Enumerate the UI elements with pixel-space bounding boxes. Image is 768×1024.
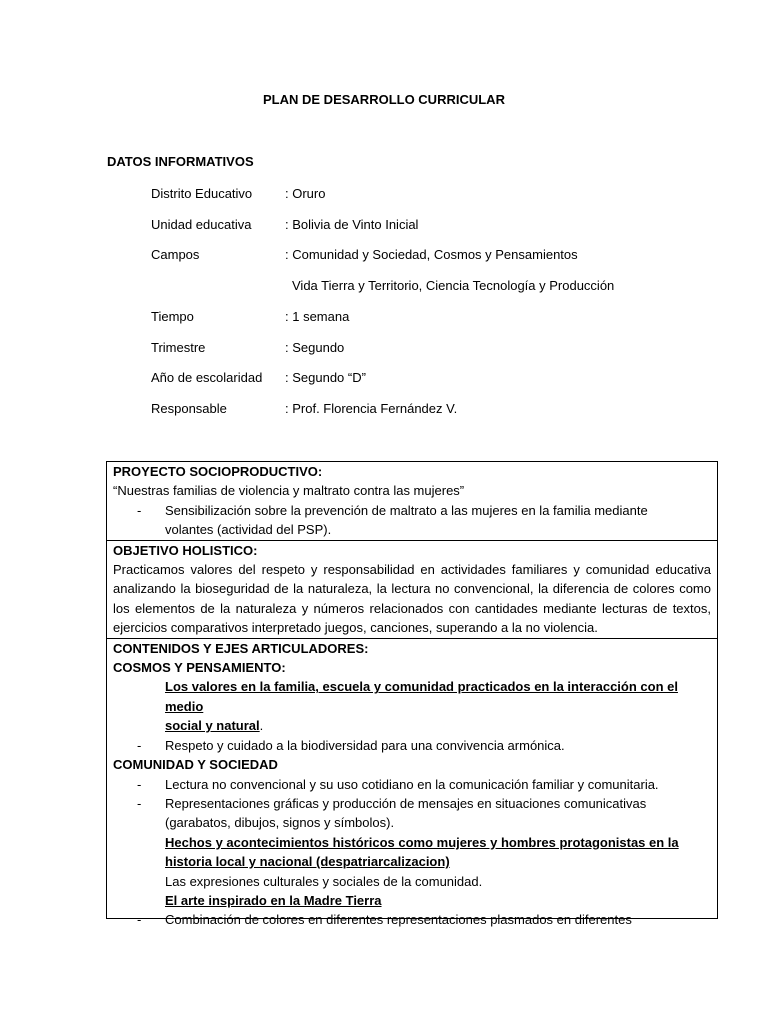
info-value: : Prof. Florencia Fernández V.	[285, 401, 458, 416]
contenidos-cell	[107, 639, 717, 930]
comunidad-item: Lectura no convencional y su uso cotidiano en la comunicación familiar y comunitaria.	[165, 776, 659, 792]
datos-heading: DATOS INFORMATIVOS	[107, 154, 254, 169]
cosmos-item: Respeto y cuidado a la biodiversidad para una convivencia armónica.	[165, 737, 565, 753]
hechos-topic-line: Hechos y acontecimientos históricos como mujeres y hombres protagonistas en la	[165, 834, 679, 850]
list-item	[113, 501, 711, 540]
bullet-dash: -	[137, 912, 142, 928]
proyecto-name: “Nuestras familias de violencia y maltrato contra las mujeres”	[113, 483, 465, 499]
hechos-topic-line: historia local y nacional (despatriarcalizacion)	[165, 854, 450, 870]
cosmos-topic-period: .	[259, 718, 264, 734]
info-label: Tiempo	[151, 309, 194, 324]
proyecto-item-line: volantes (actividad del PSP).	[165, 522, 332, 538]
info-label: Responsable	[151, 401, 227, 416]
list-item	[113, 775, 711, 794]
list-item	[113, 910, 711, 929]
bullet-dash: -	[137, 502, 142, 518]
bullet-dash: -	[137, 776, 142, 792]
objetivo-heading: OBJETIVO HOLISTICO:	[113, 542, 258, 558]
info-label: Distrito Educativo	[151, 186, 253, 201]
info-label: Año de escolaridad	[151, 370, 263, 385]
comunidad-item-line: (garabatos, dibujos, signos y símbolos).	[165, 815, 395, 831]
objetivo-text: Practicamos valores del respeto y responsabilidad en actividades familiares y comunidad educativa analizando la bioseguridad de la naturaleza, la lectura no convencional, la diferencia de colores como los elementos de la naturaleza y números relacionados con cantidades mediante lecturas de textos, ejercicios comparativos interpretado juegos, canciones, superando a la no violencia.	[113, 562, 711, 636]
bullet-dash: -	[137, 795, 142, 811]
proyecto-item-line: Sensibilización sobre la prevención de maltrato a las mujeres en la familia mediante	[165, 502, 648, 518]
bullet-dash: -	[137, 737, 142, 753]
cosmos-topic-line: Los valores en la familia, escuela y comunidad practicados en la interacción con el medio	[165, 679, 678, 714]
info-label: Trimestre	[151, 340, 206, 355]
expresiones-text: Las expresiones culturales y sociales de la comunidad.	[165, 873, 483, 889]
arte-topic: El arte inspirado en la Madre Tierra	[165, 892, 382, 908]
proyecto-heading: PROYECTO SOCIOPRODUCTIVO:	[113, 464, 323, 479]
cosmos-topic	[113, 677, 711, 735]
info-value: : Comunidad y Sociedad, Cosmos y Pensamientos	[285, 247, 578, 262]
comunidad-item-line: Representaciones gráficas y producción de mensajes en situaciones comunicativas	[165, 795, 647, 811]
contenidos-heading: CONTENIDOS Y EJES ARTICULADORES:	[113, 640, 369, 656]
info-value: : Segundo “D”	[285, 370, 366, 385]
info-value: : Segundo	[285, 340, 345, 355]
comunidad-heading: COMUNIDAD Y SOCIEDAD	[113, 757, 278, 773]
objetivo-cell	[107, 541, 717, 639]
plan-table	[106, 461, 718, 928]
info-value: : 1 semana	[285, 309, 350, 324]
cosmos-topic-line: social y natural	[165, 718, 260, 734]
page-title: PLAN DE DESARROLLO CURRICULAR	[263, 92, 505, 107]
info-label: Campos	[151, 247, 200, 262]
info-value: : Oruro	[285, 186, 326, 201]
cosmos-heading: COSMOS Y PENSAMIENTO:	[113, 660, 286, 676]
info-value: : Bolivia de Vinto Inicial	[285, 217, 419, 232]
list-item	[113, 736, 711, 755]
info-value: Vida Tierra y Territorio, Ciencia Tecnología y Producción	[292, 278, 615, 293]
list-item	[113, 794, 711, 833]
combinacion-item: Combinación de colores en diferentes representaciones plasmados en diferentes	[165, 912, 632, 928]
info-label: Unidad educativa	[151, 217, 252, 232]
proyecto-cell	[107, 462, 717, 541]
